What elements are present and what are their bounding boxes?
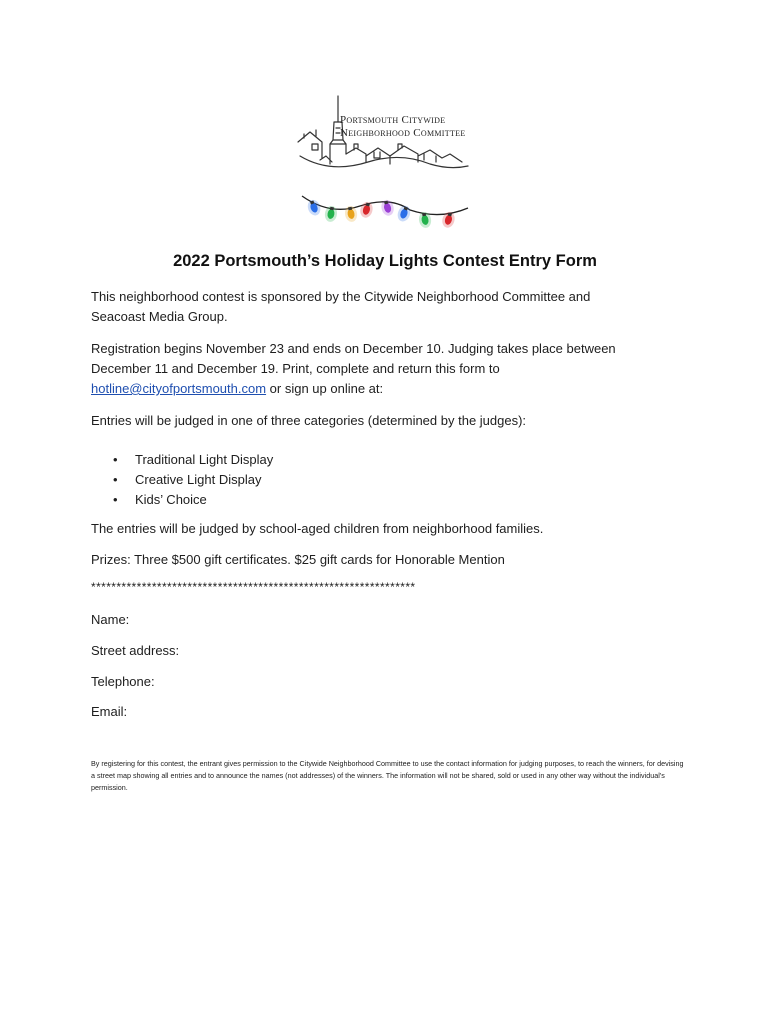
registration-line-2: December 11 and December 19. Print, complete and return this form to	[91, 361, 500, 376]
list-item: • Kids’ Choice	[91, 490, 273, 510]
registration-line-3-suffix: or sign up online at:	[266, 381, 384, 396]
form-title: 2022 Portsmouth’s Holiday Lights Contest Entry Form	[173, 252, 597, 270]
town-skyline-icon	[290, 92, 480, 232]
light-bulb-icon	[396, 204, 413, 223]
categories-list	[91, 450, 273, 510]
intro-line-2: Seacoast Media Group.	[91, 309, 228, 324]
separator-line: ****************************************************************	[91, 580, 416, 594]
registration-paragraph	[91, 339, 691, 399]
disclaimer-text: By registering for this contest, the entrant gives permission to the Citywide Neighborhood Committee to use the contact information for judging purposes, to reach the winners, for devising a street map showing all entries and to announce the names (not addresses) of the winners. The information will not be shared, sold or used in any other way without the individual’s permission.	[91, 759, 684, 792]
street-address-field-label: Street address:	[91, 643, 180, 658]
logo-line-2: Neighborhood Committee	[340, 127, 466, 139]
light-bulb-icon	[306, 198, 323, 217]
prizes-paragraph: Prizes: Three $500 gift certificates. $25 gift cards for Honorable Mention	[91, 552, 505, 567]
intro-paragraph	[91, 287, 691, 327]
name-field-label: Name:	[91, 612, 130, 627]
hotline-email-link[interactable]: hotline@cityofportsmouth.com	[91, 381, 267, 396]
holiday-lights-icon	[306, 198, 457, 229]
list-item: • Creative Light Display	[91, 470, 273, 490]
committee-logo	[290, 92, 480, 232]
intro-line-1: This neighborhood contest is sponsored by the Citywide Neighborhood Committee and	[91, 289, 591, 304]
logo-line-1: Portsmouth Citywide	[340, 114, 446, 126]
judges-paragraph: The entries will be judged by school-aged children from neighborhood families.	[91, 521, 544, 536]
telephone-field-label: Telephone:	[91, 674, 155, 689]
logo-text	[340, 114, 466, 140]
light-bulb-icon	[441, 211, 457, 230]
list-item: • Traditional Light Display	[91, 450, 273, 470]
registration-line-1: Registration begins November 23 and ends on December 10. Judging takes place between	[91, 341, 616, 356]
categories-intro: Entries will be judged in one of three categories (determined by the judges):	[91, 413, 527, 428]
email-field-label: Email:	[91, 704, 128, 719]
registration-line-3	[91, 379, 691, 399]
